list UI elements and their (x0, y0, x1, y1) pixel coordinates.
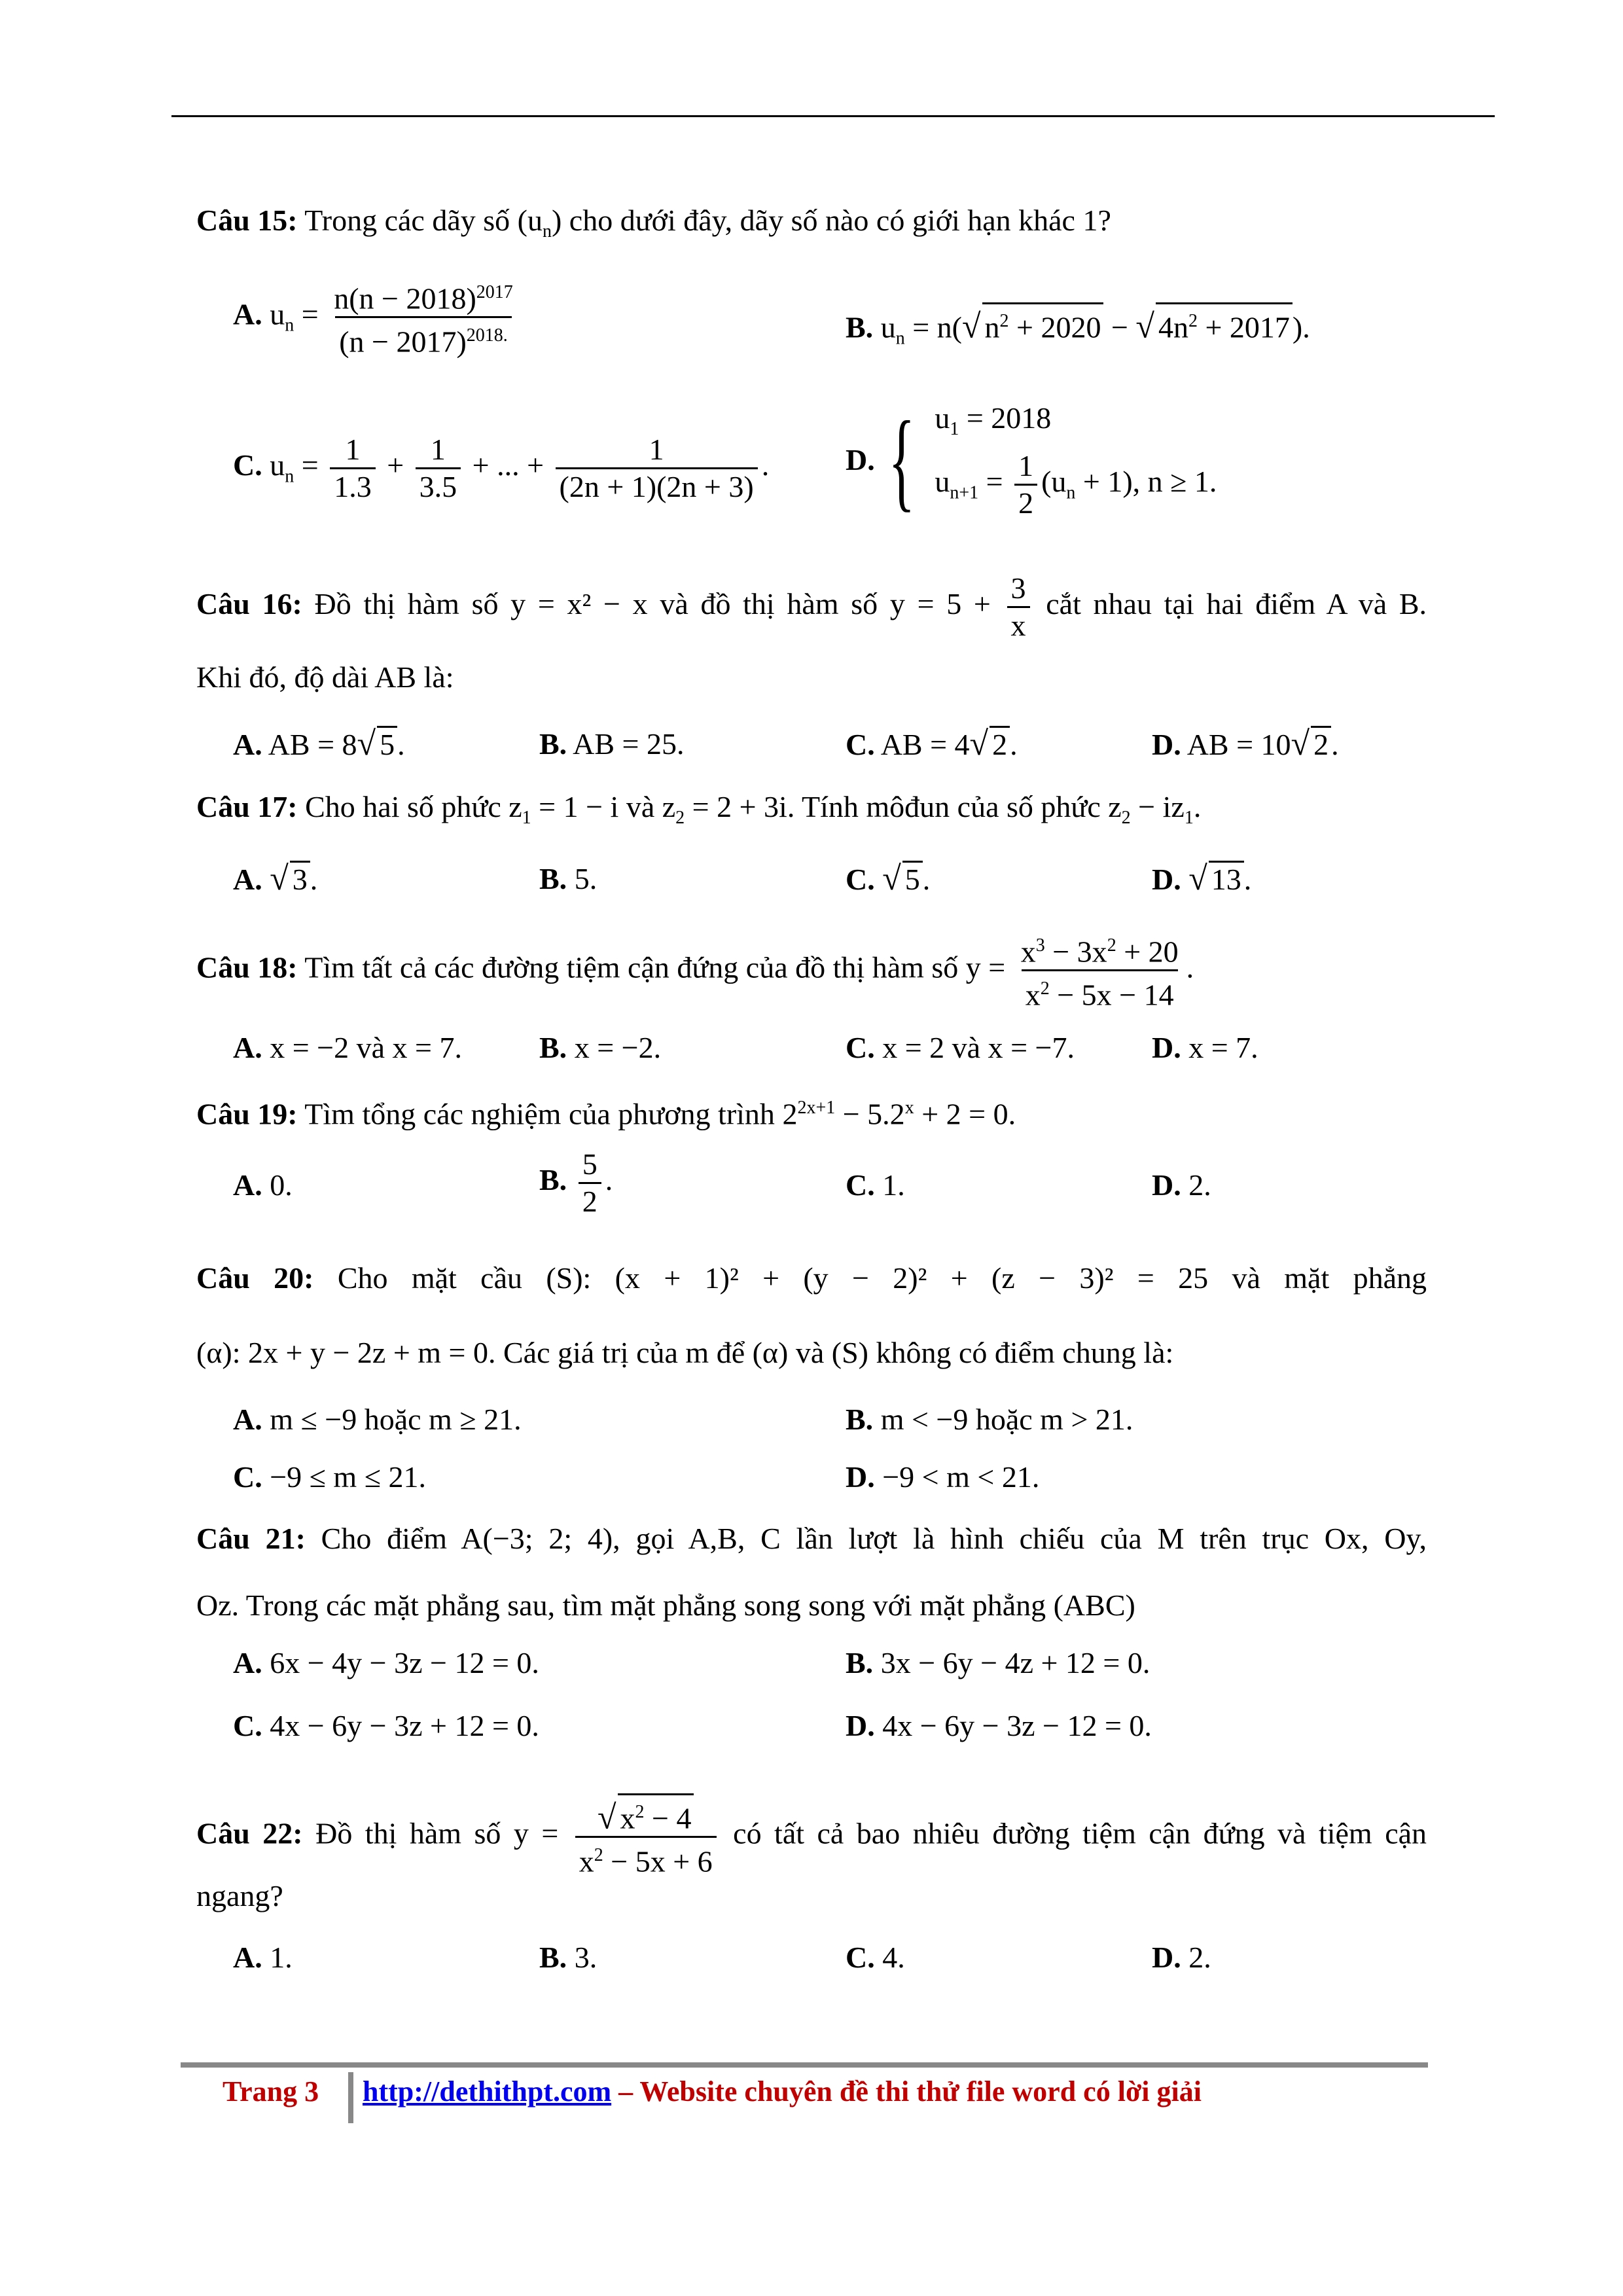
option-letter: B. (846, 1403, 874, 1436)
question-22-option-b (539, 1939, 597, 1977)
question-17-option-d: D. √ 13. (1152, 860, 1252, 897)
question-22-option-c (846, 1939, 905, 1977)
question-label: Câu 17: (196, 790, 298, 823)
footer-page-number: Trang 3 (223, 2075, 319, 2108)
question-label: Câu 19: (196, 1097, 298, 1131)
option-letter: B. (846, 310, 874, 344)
option-text: 2. (1188, 1168, 1211, 1202)
footer-separator (348, 2072, 353, 2123)
question-17-stem (196, 788, 1427, 837)
question-label: Câu 22: (196, 1816, 303, 1850)
option-letter: A. (233, 1403, 262, 1436)
option-text: 4x − 6y − 3z + 12 = 0. (270, 1709, 539, 1742)
option-text: 1. (882, 1168, 905, 1202)
question-text: có tất cả bao nhiêu đường tiệm cận đứng và tiệm cận (733, 1816, 1427, 1850)
option-letter: C. (846, 728, 875, 761)
question-label: Câu 20: (196, 1261, 314, 1295)
question-22-stem: Câu 22: Đồ thị hàm số y = $\frac{√ x^2 - 4}{x^2 - 5x + 6}$ có tất cả bao nhiêu đường tiệm cận đứng và tiệm cận (196, 1793, 1427, 1880)
question-16-option-a: A. AB = 8√ 5. (233, 725, 405, 762)
question-16-option-d: D. AB = 10√ 2. (1152, 725, 1339, 762)
option-text: x = 7. (1188, 1031, 1258, 1064)
footer-text (363, 2075, 1202, 2108)
question-text: Tìm tổng các nghiệm của phương trình (304, 1097, 775, 1131)
header-rule (171, 115, 1495, 117)
question-15-option-b: B. $u_n = n(√$ $n^2 + 2020$ − √ $4n^2 + 2017$). (846, 302, 1310, 358)
option-letter: A. (233, 1168, 262, 1202)
option-letter: C. (846, 1031, 875, 1064)
question-17-option-a: A. √ 3. (233, 860, 318, 897)
option-text: x = 2 và x = −7. (882, 1031, 1075, 1064)
option-letter: D. (1152, 1941, 1181, 1974)
question-20-option-b (846, 1401, 1133, 1439)
question-text: Cho hai số phức $z_1 = 1 - i$ và $z_2 = 2 + 3i$. Tính môđun của số phức $z_2 - iz_1$. (305, 790, 1202, 829)
question-21-stem-cont (196, 1587, 1427, 1624)
question-19-option-c (846, 1166, 905, 1204)
question-22-option-d (1152, 1939, 1211, 1977)
option-letter: D. (1152, 1031, 1181, 1064)
question-18-option-d (1152, 1029, 1258, 1067)
option-text: m ≤ −9 hoặc m ≥ 21. (270, 1403, 522, 1436)
question-text: Cho mặt cầu (S): (x + 1)² + (y − 2)² + (z − 3)² = 25 và mặt phẳng (337, 1261, 1427, 1295)
option-letter: C. (233, 448, 262, 482)
option-letter: A. (233, 1941, 262, 1974)
question-text: Oz. Trong các mặt phẳng sau, tìm mặt phẳng song song với mặt phẳng (ABC) (196, 1588, 1135, 1622)
footer-rule (181, 2062, 1428, 2068)
question-text: Trong các dãy số $(u_n)$ cho dưới đây, dãy số nào có giới hạn khác 1? (304, 204, 1111, 242)
option-letter: D. (1152, 863, 1181, 896)
question-16-option-c: C. AB = 4√ 2. (846, 725, 1018, 762)
question-19-option-a (233, 1166, 293, 1204)
option-text: 4x − 6y − 3z − 12 = 0. (882, 1709, 1152, 1742)
question-21-option-c (233, 1707, 539, 1745)
question-15-option-d: D. { $u_1 = 2018$ $u_{n+1}$ = $\frac{1}{2}$ $(u_n + 1)$, n ≥ 1. (846, 399, 1217, 522)
question-18-option-a (233, 1029, 462, 1067)
option-letter: B. (539, 727, 567, 761)
option-text: 6x − 4y − 3z − 12 = 0. (270, 1646, 539, 1679)
question-20-option-c (233, 1458, 426, 1496)
option-letter: B. (539, 1163, 567, 1197)
footer-tagline: – Website chuyên đề thi thử file word có lời giải (618, 2075, 1202, 2108)
option-text: −9 ≤ m ≤ 21. (270, 1460, 426, 1494)
question-21-stem (196, 1520, 1427, 1558)
option-letter: C. (233, 1709, 262, 1742)
question-16-stem: Câu 16: Đồ thị hàm số y = x² − x và đồ thị hàm số y = 5 + $\frac{3}{x}$ cắt nhau tại hai điểm A và B. (196, 571, 1427, 642)
question-17-option-b (539, 860, 597, 898)
question-18-stem: Câu 18: Tìm tất cả các đường tiệm cận đứng của đồ thị hàm số y = $\frac{x^3 - 3x^2 + 20}{x^2 - 5x - 14}$ . (196, 935, 1194, 1012)
question-15-stem (196, 202, 1427, 251)
question-22-stem-cont (196, 1877, 1427, 1915)
option-text: x = −2 và x = 7. (270, 1031, 462, 1064)
option-text: 4. (882, 1941, 905, 1974)
question-20-option-d (846, 1458, 1039, 1496)
question-16-stem-cont (196, 658, 1427, 696)
question-text: Tìm tất cả các đường tiệm cận đứng của đồ thị hàm số y = (304, 950, 1006, 984)
question-21-option-a (233, 1644, 539, 1682)
question-text: Cho điểm A(−3; 2; 4), gọi A,B, C lần lượt là hình chiếu của M trên trục Ox, Oy, (321, 1522, 1427, 1555)
option-letter: C. (846, 1941, 875, 1974)
option-letter: D. (1152, 1168, 1181, 1202)
option-letter: A. (233, 863, 262, 896)
option-letter: A. (233, 1031, 262, 1064)
option-letter: D. (846, 1460, 875, 1494)
option-letter: D. (846, 1709, 875, 1742)
option-letter: B. (539, 1031, 567, 1064)
question-20-option-a (233, 1401, 522, 1439)
question-text: Đồ thị hàm số y = x² − x và đồ thị hàm số y = 5 + (314, 587, 991, 621)
question-19-option-d (1152, 1166, 1211, 1204)
option-text: 5. (574, 862, 597, 895)
question-16-option-b: B. AB = 25. (539, 727, 685, 761)
question-22-option-a (233, 1939, 293, 1977)
question-21-option-d (846, 1707, 1152, 1745)
question-15-option-a: A. $u_n$ = $\frac{n(n - 2018)^{2017}}{(n - 2017)^{2018.}}$ (233, 281, 513, 359)
option-text: 1. (270, 1941, 293, 1974)
option-text: m < −9 hoặc m > 21. (880, 1403, 1133, 1436)
option-letter: B. (539, 1941, 567, 1974)
question-label: Câu 15: (196, 204, 298, 237)
question-text: Đồ thị hàm số y = (315, 1816, 559, 1850)
option-text: x = −2. (574, 1031, 662, 1064)
question-text: Khi đó, độ dài AB là: (196, 660, 454, 694)
question-text: cắt nhau tại hai điểm A và B. (1046, 587, 1427, 621)
option-letter: B. (539, 862, 567, 895)
question-label: Câu 18: (196, 950, 298, 984)
question-15-option-c: C. $u_n$ = $\frac{1}{1.3}$ + $\frac{1}{3.5}$ + ... + $\frac{1}{(2n + 1)(2n + 3)}$ . (233, 433, 770, 503)
question-19-option-b: B. $\frac{5}{2}$ . (539, 1147, 613, 1218)
option-text: 2. (1188, 1941, 1211, 1974)
option-text: 3x − 6y − 4z + 12 = 0. (880, 1646, 1150, 1679)
question-18-option-c (846, 1029, 1075, 1067)
footer-link[interactable]: http://dethithpt.com (363, 2075, 612, 2108)
question-text: (α): 2x + y − 2z + m = 0. Các giá trị của m để (α) và (S) không có điểm chung là: (196, 1336, 1174, 1369)
option-text: 3. (574, 1941, 597, 1974)
question-21-option-b (846, 1644, 1150, 1682)
option-letter: D. (846, 443, 875, 477)
option-letter: D. (1152, 728, 1181, 761)
question-20-stem-cont (196, 1334, 1427, 1372)
option-text: 0. (270, 1168, 293, 1202)
option-letter: A. (233, 728, 262, 761)
question-18-option-b (539, 1029, 661, 1067)
option-letter: A. (233, 1646, 262, 1679)
question-label: Câu 21: (196, 1522, 306, 1555)
option-letter: C. (846, 863, 875, 896)
question-text: ngang? (196, 1879, 283, 1912)
question-label: Câu 16: (196, 587, 302, 621)
question-19-stem: Câu 19: Tìm tổng các nghiệm của phương trình $2^{2x+1} - 5.2^x + 2 = 0$. (196, 1097, 1016, 1131)
option-letter: C. (233, 1460, 262, 1494)
option-letter: A. (233, 297, 262, 331)
option-letter: C. (846, 1168, 875, 1202)
option-letter: B. (846, 1646, 874, 1679)
option-text: −9 < m < 21. (882, 1460, 1040, 1494)
question-20-stem (196, 1259, 1427, 1297)
question-17-option-c: C. √ 5. (846, 860, 931, 897)
